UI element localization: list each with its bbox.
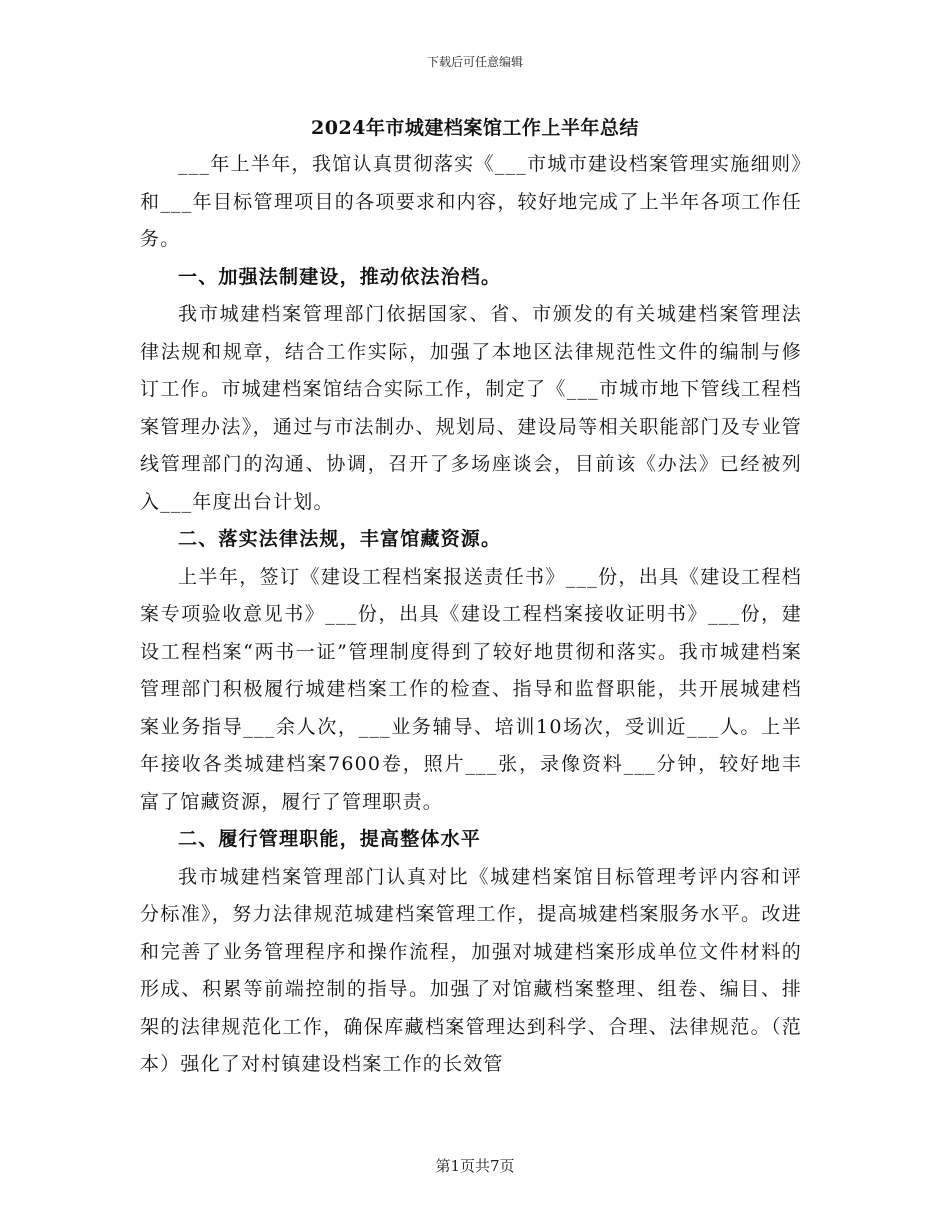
document-body bbox=[140, 146, 802, 1084]
section-paragraph-1: 我市城建档案管理部门依据国家、省、市颁发的有关城建档案管理法律法规和规章，结合工作实际，加强了本地区法律规范性文件的编制与修订工作。市城建档案馆结合实际工作，制定了《___市城市地下管线工程档案管理办法》，通过与市法制办、规划局、建设局等相关职能部门及专业管线管理部门的沟通、协调，召开了多场座谈会，目前该《办法》已经被列入___年度出台计划。 bbox=[140, 303, 802, 513]
page-footer-number: 第1页共7页 bbox=[435, 1157, 515, 1175]
section-paragraph-2: 上半年，签订《建设工程档案报送责任书》___份，出具《建设工程档案专项验收意见书》___份，出具《建设工程档案接收证明书》___份，建设工程档案“两书一证”管理制度得到了较好地贯彻和落实。我市城建档案管理部门积极履行城建档案工作的检查、指导和监督职能，共开展城建档案业务指导___余人次，___业务辅导、培训10场次，受训近___人。上半年接收各类城建档案7600卷，照片___张，录像资料___分钟，较好地丰富了馆藏资源，履行了管理职责。 bbox=[140, 565, 802, 813]
document-title: 2024年市城建档案馆工作上半年总结 bbox=[311, 117, 639, 139]
section-paragraph-3: 我市城建档案管理部门认真对比《城建档案馆目标管理考评内容和评分标准》，努力法律规范城建档案管理工作，提高城建档案服务水平。改进和完善了业务管理程序和操作流程，加强对城建档案形成单位文件材料的形成、积累等前端控制的指导。加强了对馆藏档案整理、组卷、编目、排架的法律规范化工作，确保库藏档案管理达到科学、合理、法律规范。（范本）强化了对村镇建设档案工作的长效管 bbox=[140, 865, 802, 1075]
page-header-note: 下载后可任意编辑 bbox=[426, 55, 523, 69]
section-heading-3: 二、履行管理职能，提高整体水平 bbox=[178, 828, 482, 850]
intro-paragraph: ___年上半年，我馆认真贯彻落实《___市城市建设档案管理实施细则》和___年目标管理项目的各项要求和内容，较好地完成了上半年各项工作任务。 bbox=[140, 153, 802, 250]
section-heading-2: 二、落实法律法规，丰富馆藏资源。 bbox=[178, 528, 502, 550]
section-heading-1: 一、加强法制建设，推动依法治档。 bbox=[178, 265, 502, 288]
